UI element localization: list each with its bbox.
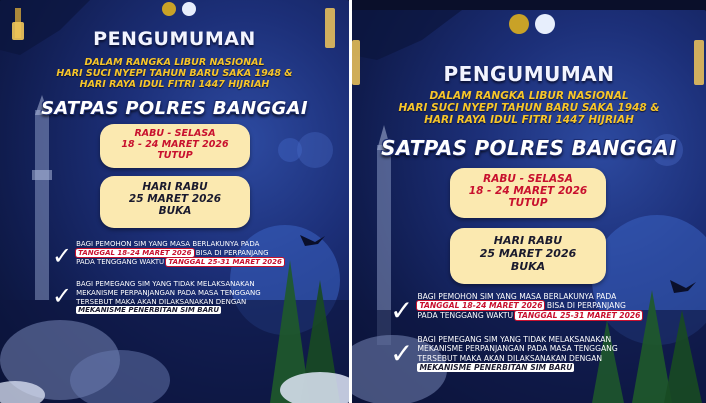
open-status: BUKA [158, 205, 192, 217]
note-line: BISA DI PERPANJANG [195, 248, 269, 257]
note-new-sim [52, 280, 312, 315]
highlight-new-sim: MEKANISME PENERBITAN SIM BARU [78, 306, 220, 315]
highlight-grace-period: TANGGAL 25-31 MARET 2026 [517, 310, 641, 320]
poster-title: PENGUMUMAN [93, 28, 256, 50]
note-line: BAGI PEMOHON SIM YANG MASA BERLAKUNYA PADA [76, 240, 260, 248]
closed-schedule-box [100, 124, 250, 168]
highlight-date-range: TANGGAL 18-24 MARET 2026 [78, 248, 192, 257]
highlight-date-range: TANGGAL 18-24 MARET 2026 [419, 301, 543, 311]
open-schedule-box [100, 176, 250, 228]
poster-subtitle [352, 90, 706, 126]
note-renewal [52, 240, 312, 270]
traffic-police-logo-icon [535, 14, 555, 34]
poster-subtitle [0, 58, 349, 91]
highlight-new-sim: MEKANISME PENERBITAN SIM BARU [419, 363, 573, 373]
open-date: 25 MARET 2026 [479, 247, 577, 260]
organization-name: SATPAS POLRES BANGGAI [381, 136, 677, 160]
checkmark-icon: ✓ [52, 242, 73, 270]
notes-block [52, 240, 312, 315]
closed-status: TUTUP [157, 150, 193, 161]
police-logo-icon [162, 2, 176, 16]
note-line: MEKANISME PERPANJANGAN PADA MASA TENGGANG [76, 288, 261, 297]
closed-days: RABU - SELASA [483, 173, 573, 185]
subtitle-line: DALAM RANGKA LIBUR NASIONAL [429, 90, 629, 102]
note-line: PADA TENGGANG WAKTU [417, 310, 514, 320]
checkmark-icon: ✓ [52, 282, 73, 310]
open-schedule-box [450, 228, 606, 284]
note-line: BAGI PEMEGANG SIM YANG TIDAK MELAKSANAKAN [417, 335, 612, 344]
checkmark-icon: ✓ [390, 337, 414, 370]
checkmark-icon: ✓ [390, 294, 414, 327]
open-day: HARI RABU [493, 234, 563, 247]
closed-status: TUTUP [508, 197, 548, 209]
subtitle-line: HARI RAYA IDUL FITRI 1447 HIJRIAH [79, 78, 270, 90]
note-line: MEKANISME PERPANJANGAN PADA MASA TENGGANG [417, 344, 618, 354]
poster-right [352, 10, 706, 403]
subtitle-line: DALAM RANGKA LIBUR NASIONAL [84, 57, 265, 68]
subtitle-line: HARI SUCI NYEPI TAHUN BARU SAKA 1948 & [56, 67, 293, 79]
note-line: PADA TENGGANG WAKTU [76, 257, 165, 266]
closed-schedule-box [450, 168, 606, 218]
closed-dates: 18 - 24 MARET 2026 [121, 139, 229, 150]
note-line: TERSEBUT MAKA AKAN DILAKSANAKAN DENGAN [417, 353, 603, 363]
note-line: TERSEBUT MAKA AKAN DILAKSANAKAN DENGAN [76, 297, 247, 306]
note-line: BAGI PEMEGANG SIM YANG TIDAK MELAKSANAKAN [76, 280, 255, 288]
open-day: HARI RABU [142, 181, 208, 193]
open-status: BUKA [510, 260, 546, 273]
subtitle-line: HARI SUCI NYEPI TAHUN BARU SAKA 1948 & [398, 102, 660, 115]
closed-days: RABU - SELASA [134, 128, 216, 139]
traffic-police-logo-icon [182, 2, 196, 16]
note-new-sim [390, 335, 690, 373]
subtitle-line: HARI RAYA IDUL FITRI 1447 HIJRIAH [424, 114, 634, 127]
open-date: 25 MARET 2026 [128, 193, 222, 205]
note-line: BAGI PEMOHON SIM YANG MASA BERLAKUNYA PADA [417, 292, 617, 301]
poster-left [0, 0, 349, 403]
notes-block [390, 292, 690, 373]
police-logo-icon [509, 14, 529, 34]
closed-dates: 18 - 24 MARET 2026 [468, 185, 588, 197]
note-renewal [390, 292, 690, 327]
note-line: BISA DI PERPANJANG [546, 301, 626, 311]
organization-name: SATPAS POLRES BANGGAI [41, 98, 308, 119]
highlight-grace-period: TANGGAL 25-31 MARET 2026 [168, 257, 282, 266]
poster-title: PENGUMUMAN [443, 62, 615, 86]
